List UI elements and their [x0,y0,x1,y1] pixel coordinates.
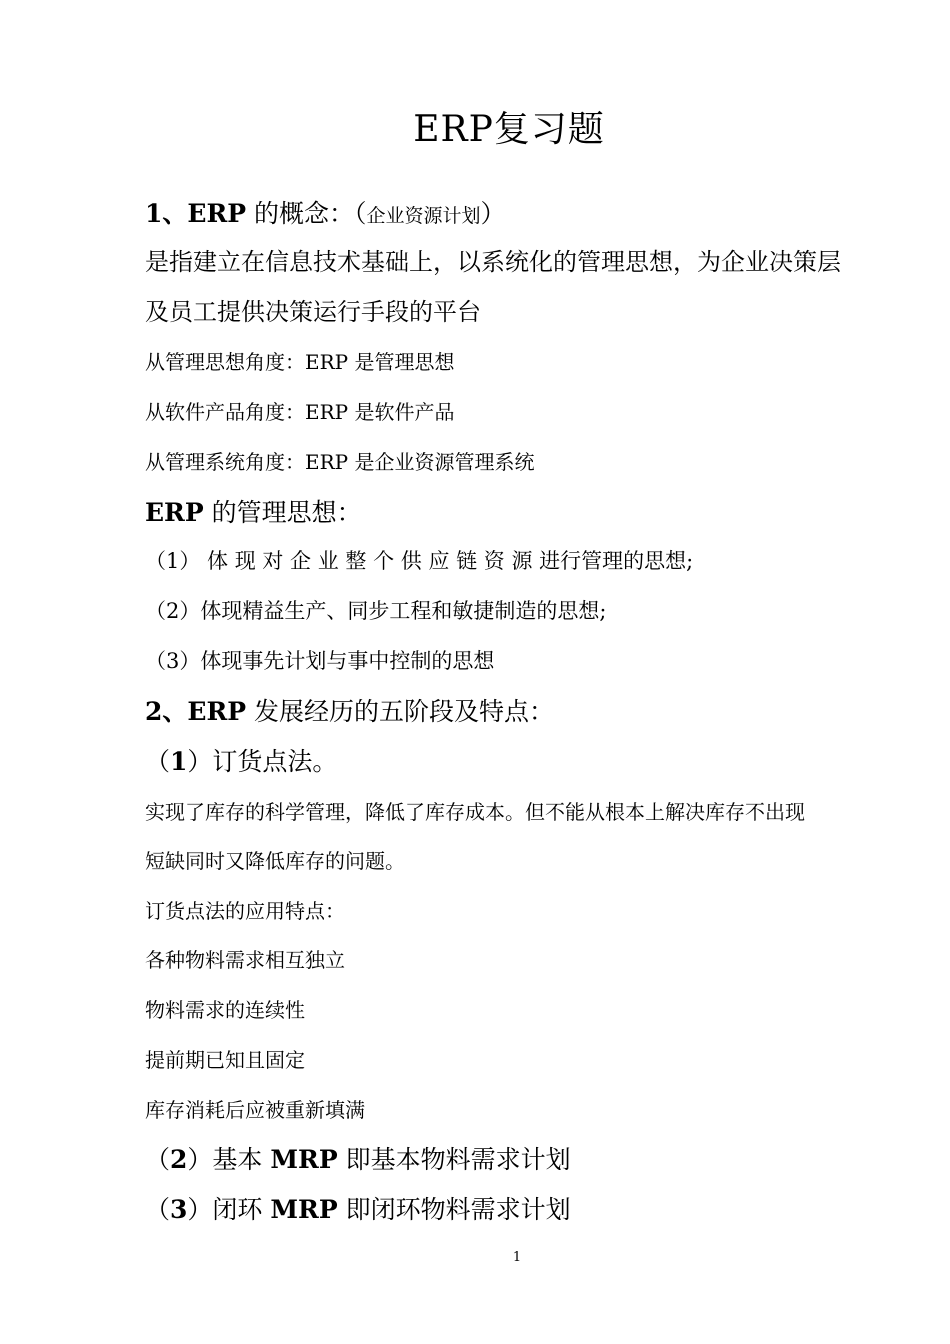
stage-1-description-line-1: 实现了库存的科学管理，降低了库存成本。但不能从根本上解决库存不出现 [145,800,805,824]
management-idea-heading [145,493,362,529]
stage-number: 1 [170,747,188,776]
page-number: 1 [512,1250,522,1265]
stage-number: 2 [170,1145,188,1174]
stage-1-heading [145,742,337,778]
stage-acronym: MRP [270,1195,338,1224]
section-acronym: ERP [187,697,247,726]
stage-mid: ）基本 [187,1145,271,1174]
stage-number: 3 [170,1195,188,1224]
feature-item: 提前期已知且固定 [145,1048,305,1072]
section-2-heading [145,692,554,728]
stage-2-heading [145,1140,571,1176]
stage-open: （ [145,1195,171,1224]
stage-mid: ）闭环 [187,1195,271,1224]
section-label: 的概念：（ [246,199,367,228]
stage-label: ）订货点法。 [187,747,338,776]
stage-open: （ [145,1145,171,1174]
definition-line-2: 及员工提供决策运行手段的平台 [145,298,481,326]
section-acronym: ERP [187,199,247,228]
section-number: 1、 [145,199,188,228]
heading-acronym: ERP [145,498,204,527]
section-note: 企业资源计划 [366,205,481,227]
feature-item: 物料需求的连续性 [145,998,305,1022]
feature-item: 各种物料需求相互独立 [145,948,345,972]
heading-label: 的管理思想： [203,498,362,527]
view-software-product: 从软件产品角度：ERP 是软件产品 [145,400,455,424]
stage-label: 即基本物料需求计划 [337,1145,571,1174]
idea-item-1: （1） 体 现 对 企 业 整 个 供 应 链 资 源 进行管理的思想; [145,549,694,573]
idea-item-3: （3）体现事先计划与事中控制的思想 [145,649,495,673]
stage-1-description-line-2: 短缺同时又降低库存的问题。 [145,849,405,873]
features-title: 订货点法的应用特点： [145,899,345,923]
definition-line-1: 是指建立在信息技术基础上，以系统化的管理思想，为企业决策层 [145,248,841,276]
feature-item: 库存消耗后应被重新填满 [145,1098,365,1122]
stage-open: （ [145,747,171,776]
section-note-close: ） [480,199,506,228]
page-title: ERP复习题 [413,109,605,150]
idea-item-2: （2）体现精益生产、同步工程和敏捷制造的思想; [145,599,607,623]
section-label: 发展经历的五阶段及特点： [246,697,554,726]
stage-3-heading [145,1190,571,1226]
stage-acronym: MRP [270,1145,338,1174]
section-1-heading [145,194,506,230]
section-number: 2、 [145,697,188,726]
stage-label: 即闭环物料需求计划 [337,1195,571,1224]
view-management-thought: 从管理思想角度：ERP 是管理思想 [145,350,455,374]
view-management-system: 从管理系统角度：ERP 是企业资源管理系统 [145,450,535,474]
